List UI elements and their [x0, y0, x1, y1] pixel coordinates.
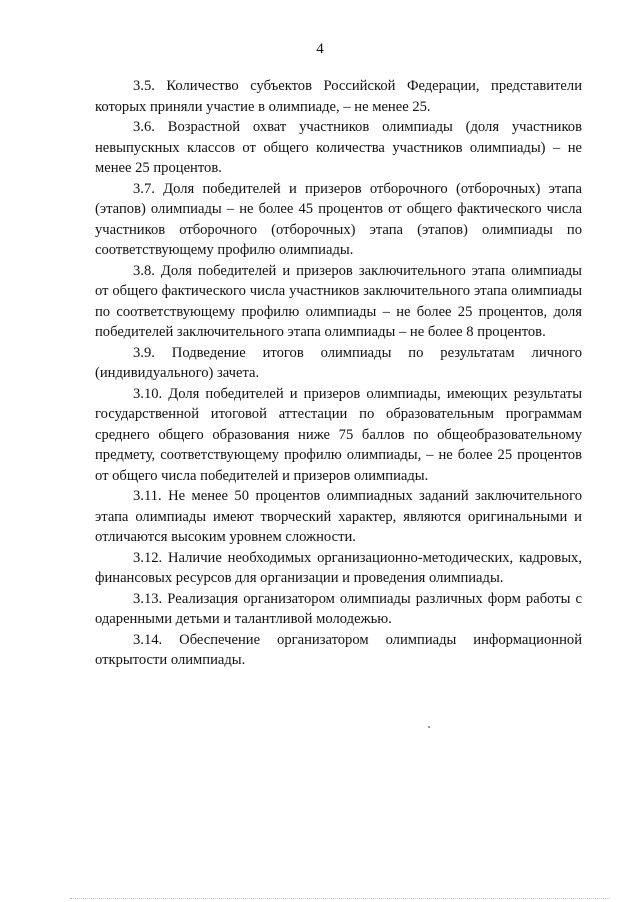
- paragraph-3-13: 3.13. Реализация организатором олимпиады различных форм работы с одаренными детьми и талантливой молодежью.: [95, 590, 582, 627]
- page-number: 4: [316, 41, 324, 57]
- paragraph-3-7: 3.7. Доля победителей и призеров отборочного (отборочных) этапа (этапов) олимпиады – не более 45 процентов от общего фактического числа участников отборочного (отборочных) этапа (этапов) олимпиады по соответствующему профилю олимпиады.: [95, 180, 582, 258]
- paragraph-3-11: 3.11. Не менее 50 процентов олимпиадных заданий заключительного этапа олимпиады имеют творческий характер, являются оригинальными и отличаются высоким уровнем сложности.: [95, 488, 582, 545]
- paragraph-3-14: 3.14. Обеспечение организатором олимпиады информационной открытости олимпиады.: [95, 631, 582, 668]
- paragraph-3-6: 3.6. Возрастной охват участников олимпиады (доля участников невыпускных классов от общего количества участников олимпиады) – не менее 25 процентов.: [95, 119, 582, 176]
- paragraph-3-5: 3.5. Количество субъектов Российской Федерации, представители которых приняли участие в олимпиаде, – не менее 25.: [95, 78, 582, 115]
- paragraph-3-12: 3.12. Наличие необходимых организационно-методических, кадровых, финансовых ресурсов для организации и проведения олимпиады.: [95, 549, 582, 586]
- document-body: [95, 76, 582, 671]
- paragraph-3-8: 3.8. Доля победителей и призеров заключительного этапа олимпиады от общего фактического числа участников заключительного этапа олимпиады по соответствующему профилю олимпиады – не более 25 процентов, доля победителей заключительного этапа олимпиады – не более 8 процентов.: [95, 262, 582, 340]
- paragraph-3-9: 3.9. Подведение итогов олимпиады по результатам личного (индивидуального) зачета.: [95, 344, 582, 381]
- scan-bottom-edge: [70, 898, 610, 900]
- scan-speck: [428, 726, 430, 728]
- paragraph-3-10: 3.10. Доля победителей и призеров олимпиады, имеющих результаты государственной итоговой аттестации по образовательным программам среднего общего образования ниже 75 баллов по общеобразовательному предмету, соответствующему профилю олимпиады, – не более 25 процентов от общего числа победителей и призеров олимпиады.: [95, 385, 582, 484]
